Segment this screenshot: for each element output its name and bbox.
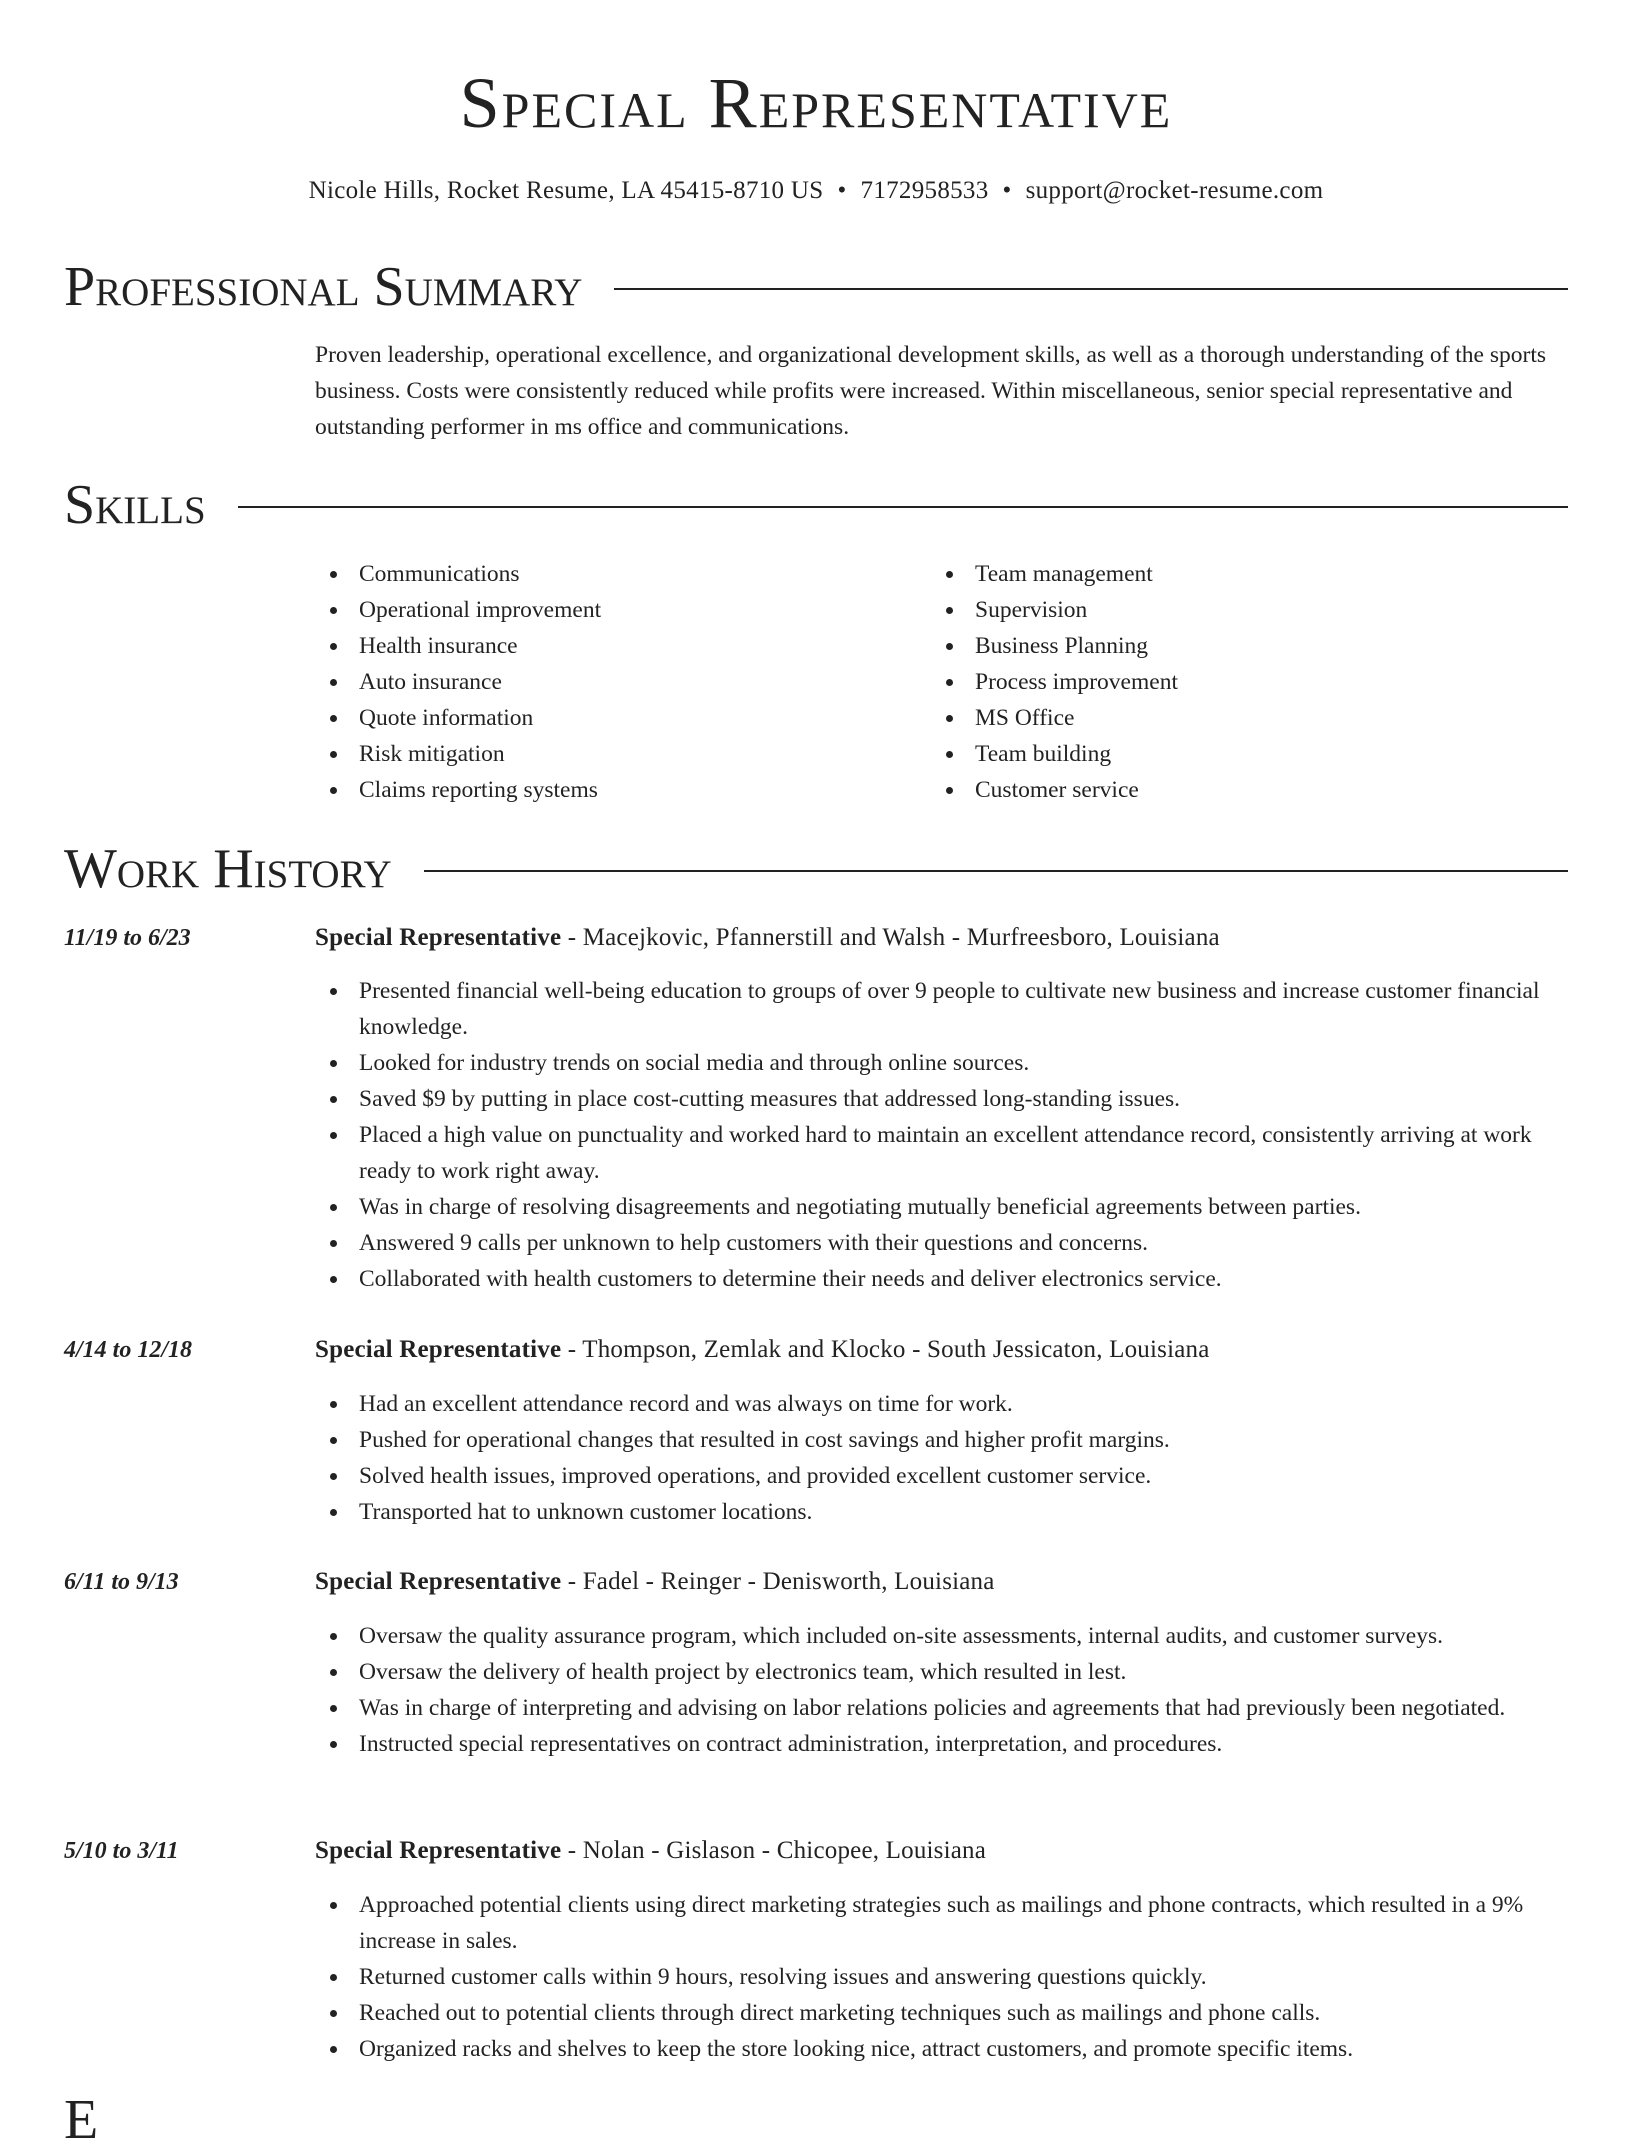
skill-item: Customer service — [931, 772, 1568, 808]
skills-list-right — [931, 556, 1568, 808]
job-role: Special Representative — [315, 924, 562, 951]
job-title-line — [315, 920, 1568, 956]
job-bullet: Answered 9 calls per unknown to help customers with their questions and concerns. — [315, 1225, 1568, 1261]
job-bullet: Pushed for operational changes that resulted in cost savings and higher profit margins. — [315, 1422, 1568, 1458]
job-bullet: Approached potential clients using direct marketing strategies such as mailings and phone contracts, which resulted in a 9% increase in sales. — [315, 1887, 1568, 1959]
skill-item: Business Planning — [931, 628, 1568, 664]
section-divider — [424, 870, 1568, 872]
job-bullets — [315, 973, 1568, 1297]
skill-item: Supervision — [931, 592, 1568, 628]
job-bullet: Collaborated with health customers to determine their needs and deliver electronics service. — [315, 1261, 1568, 1297]
contact-separator: • — [1002, 177, 1012, 204]
summary-text: Proven leadership, operational excellence, and organizational development skills, as well as a thorough understanding of the sports business. Costs were consistently reduced while profits were increased. Within miscellaneous, senior special representative and outstanding performer in ms office and communications. — [315, 342, 1547, 440]
next-section-title-partial: E — [64, 2089, 99, 2151]
job-bullets — [315, 1386, 1568, 1530]
job-bullet: Returned customer calls within 9 hours, resolving issues and answering questions quickly. — [315, 1959, 1568, 1995]
skill-item: Claims reporting systems — [315, 772, 915, 808]
job-title-line — [315, 1833, 1568, 1869]
skills-section-header — [64, 473, 1568, 537]
skill-item: Team building — [931, 736, 1568, 772]
job-role: Special Representative — [315, 1568, 562, 1595]
contact-phone: 7172958533 — [860, 177, 989, 204]
job-bullets — [315, 1618, 1568, 1762]
job-bullet: Saved $9 by putting in place cost-cutting measures that addressed long-standing issues. — [315, 1081, 1568, 1117]
contact-email: support@rocket-resume.com — [1025, 177, 1324, 204]
job-dates: 6/11 to 9/13 — [64, 1569, 179, 1595]
job-role: Special Representative — [315, 1837, 562, 1864]
skill-item: Quote information — [315, 700, 915, 736]
work-section-title: Work History — [64, 838, 392, 900]
job-bullet: Was in charge of interpreting and advising on labor relations policies and agreements that had previously been negotiated. — [315, 1690, 1568, 1726]
section-divider — [238, 506, 1568, 508]
job-details: - Macejkovic, Pfannerstill and Walsh - Murfreesboro, Louisiana — [561, 924, 1220, 951]
job-bullet: Placed a high value on punctuality and worked hard to maintain an excellent attendance record, consistently arriving at work ready to work right away. — [315, 1117, 1568, 1189]
job-role: Special Representative — [315, 1336, 562, 1363]
skill-item: Team management — [931, 556, 1568, 592]
summary-section-header — [64, 255, 1568, 319]
skills-list-left — [315, 556, 915, 808]
job-bullets — [315, 1887, 1568, 2067]
skill-item: Auto insurance — [315, 664, 915, 700]
job-dates: 5/10 to 3/11 — [64, 1838, 179, 1864]
job-bullet: Reached out to potential clients through direct marketing techniques such as mailings and phone calls. — [315, 1995, 1568, 2031]
job-bullet: Solved health issues, improved operations, and provided excellent customer service. — [315, 1458, 1568, 1494]
job-details: - Nolan - Gislason - Chicopee, Louisiana — [561, 1837, 987, 1864]
job-bullet: Transported hat to unknown customer locations. — [315, 1494, 1568, 1530]
skill-item: Risk mitigation — [315, 736, 915, 772]
contact-line — [0, 174, 1632, 208]
skill-item: MS Office — [931, 700, 1568, 736]
job-dates: 4/14 to 12/18 — [64, 1337, 193, 1363]
job-bullet: Presented financial well-being education to groups of over 9 people to cultivate new business and increase customer financial knowledge. — [315, 973, 1568, 1045]
skills-section-title: Skills — [64, 474, 206, 536]
job-details: - Fadel - Reinger - Denisworth, Louisiana — [561, 1568, 995, 1595]
resume-name: Special Representative — [459, 63, 1173, 143]
job-title-line — [315, 1332, 1568, 1368]
job-title-line — [315, 1564, 1568, 1600]
summary-section-title: Professional Summary — [64, 256, 583, 318]
contact-address: Nicole Hills, Rocket Resume, LA 45415-8710 US — [308, 177, 824, 204]
skill-item: Communications — [315, 556, 915, 592]
job-bullet: Oversaw the delivery of health project by electronics team, which resulted in lest. — [315, 1654, 1568, 1690]
contact-separator: • — [837, 177, 847, 204]
job-bullet: Had an excellent attendance record and was always on time for work. — [315, 1386, 1568, 1422]
skill-item: Operational improvement — [315, 592, 915, 628]
job-dates: 11/19 to 6/23 — [64, 925, 191, 951]
job-bullet: Instructed special representatives on contract administration, interpretation, and procedures. — [315, 1726, 1568, 1762]
job-bullet: Organized racks and shelves to keep the store looking nice, attract customers, and promote specific items. — [315, 2031, 1568, 2067]
work-section-header — [64, 837, 1568, 901]
job-bullet: Oversaw the quality assurance program, which included on-site assessments, internal audits, and customer surveys. — [315, 1618, 1568, 1654]
skill-item: Process improvement — [931, 664, 1568, 700]
job-bullet: Was in charge of resolving disagreements and negotiating mutually beneficial agreements between parties. — [315, 1189, 1568, 1225]
section-divider — [614, 288, 1568, 290]
job-bullet: Looked for industry trends on social media and through online sources. — [315, 1045, 1568, 1081]
job-details: - Thompson, Zemlak and Klocko - South Jessicaton, Louisiana — [561, 1336, 1210, 1363]
skill-item: Health insurance — [315, 628, 915, 664]
